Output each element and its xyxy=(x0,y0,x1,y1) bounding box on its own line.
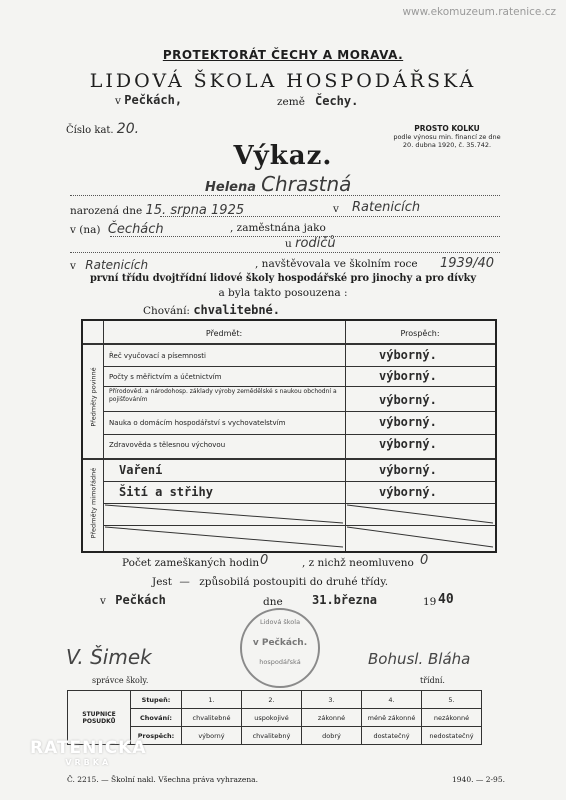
country-label: v (na) xyxy=(70,224,101,236)
subject-header: Předmět: xyxy=(205,329,243,338)
stamp-line-2: v Pečkách. xyxy=(252,638,308,648)
right-signature-label: třídní. xyxy=(420,676,445,685)
student-name xyxy=(205,172,351,196)
unexcused-value: 0 xyxy=(420,553,429,568)
at-label: u xyxy=(285,238,292,250)
date-label: dne xyxy=(263,596,283,608)
optional-subject-2: Šití a střihy xyxy=(119,485,213,499)
progress-scale-2: chvalitebný xyxy=(242,727,302,745)
absences-value: 0 xyxy=(260,553,269,568)
promotion-line xyxy=(152,576,472,588)
level-4: 4. xyxy=(362,691,422,709)
in-label: v xyxy=(115,95,121,107)
optional-subject-1: Vaření xyxy=(119,463,163,477)
stamp-note-line-2: podle výnosu min. financí ze dne xyxy=(393,133,501,141)
conduct-scale-1: chvalitebné xyxy=(182,709,242,727)
cancel-strike-lines xyxy=(103,503,495,551)
attended-label: , navštěvovala ve školním roce xyxy=(255,258,418,270)
catalog-label: Číslo kat. xyxy=(66,125,114,136)
stamp-note-line-3: 20. dubna 1920, č. 35.742. xyxy=(402,141,492,149)
absences-label: Počet zameškaných hodin xyxy=(122,557,260,569)
stamp-line-3: hospodářská xyxy=(259,658,301,666)
scale-title-line-2: POSUDKŮ xyxy=(82,717,116,725)
subject-row-4: Nauka o domácím hospodářství s vychovatelstvím xyxy=(109,419,286,427)
progress-scale-1: výborný xyxy=(182,727,242,745)
optional-grade-2: výborný. xyxy=(379,485,437,499)
evaluated-line: a byla takto posouzena : xyxy=(218,287,348,299)
town-value: Pečkách, xyxy=(124,93,183,107)
land-value: Čechy. xyxy=(315,94,359,108)
conduct-line xyxy=(143,303,280,317)
grades-table xyxy=(81,319,497,553)
grade-header: Prospěch: xyxy=(400,329,440,338)
grade-row-3: výborný. xyxy=(379,393,437,407)
left-signature: V. Šimek xyxy=(66,645,152,669)
watermark-url: www.ekomuzeum.ratenice.cz xyxy=(402,6,556,18)
conduct-row-label: Chování: xyxy=(131,709,182,727)
land-label: země xyxy=(277,96,305,108)
progress-scale-3: dobrý xyxy=(302,727,362,745)
conduct-scale-4: méně zákonné xyxy=(362,709,422,727)
conduct-scale-2: uspokojivé xyxy=(242,709,302,727)
promotion-dash: — xyxy=(179,576,190,588)
residence-in-label: v xyxy=(70,260,76,272)
place-date-line xyxy=(100,593,480,607)
absences-line xyxy=(122,553,482,569)
progress-scale-5: nedostatečný xyxy=(422,727,482,745)
class-line: první třídu dvojtřídní lidové školy hospodářské pro jinochy a pro dívky xyxy=(89,273,477,284)
conduct-scale-5: nezákonné xyxy=(422,709,482,727)
level-3: 3. xyxy=(302,691,362,709)
date-value: 31.března xyxy=(312,593,378,607)
footer-print-code: 1940. — 2-95. xyxy=(452,775,505,784)
grade-row-1: výborný. xyxy=(379,348,437,362)
birth-in-label: v xyxy=(333,203,339,215)
school-year: 1939/40 xyxy=(440,256,495,271)
progress-scale-4: dostatečný xyxy=(362,727,422,745)
progress-row-label: Prospěch: xyxy=(131,727,182,745)
first-name: Helena xyxy=(205,180,256,195)
subject-row-3: Přírodověd. a národohosp. základy výroby zemědělské s naukou obchodní a pojišťováním xyxy=(109,388,337,403)
logo-line-1: RATENICKÁ xyxy=(30,738,147,758)
conduct-label: Chování: xyxy=(143,305,190,317)
country-line xyxy=(70,222,510,237)
level-5: 5. xyxy=(422,691,482,709)
employer-value: rodičů xyxy=(295,236,336,251)
school-name: LIDOVÁ ŠKOLA HOSPODÁŘSKÁ xyxy=(89,70,477,92)
grade-row-4: výborný. xyxy=(379,415,437,429)
subject-row-2: Počty s měřictvím a účetnictvím xyxy=(109,373,222,381)
protectorate-heading: PROTEKTORÁT ČECHY A MORAVA. xyxy=(162,48,404,62)
footer-publisher: Č. 2215. — Školní nakl. Všechna práva vyhrazena. xyxy=(67,775,259,784)
school-stamp xyxy=(240,608,320,688)
place-value: Pečkách xyxy=(115,593,166,607)
subject-row-1: Řeč vyučovací a písemnosti xyxy=(109,352,206,360)
mandatory-group-label: Předměty povinné xyxy=(89,367,98,427)
birth-date: 15. srpna 1925 xyxy=(145,203,245,218)
watermark-logo xyxy=(30,738,147,767)
subject-row-5: Zdravověda s tělesnou výchovou xyxy=(109,441,226,449)
grade-row-5: výborný. xyxy=(379,437,437,451)
school-location-line xyxy=(115,93,455,107)
grade-row-2: výborný. xyxy=(379,369,437,383)
birth-place: Ratenicích xyxy=(352,200,421,215)
optional-grade-1: výborný. xyxy=(379,463,437,477)
catalog-value: 20. xyxy=(116,121,140,137)
level-row-label: Stupeň: xyxy=(131,691,182,709)
promotion-text: způsobilá postoupiti do druhé třídy. xyxy=(199,576,389,588)
unexcused-label: , z nichž neomluveno xyxy=(302,557,414,569)
logo-line-2: VRBKA xyxy=(65,758,112,767)
born-label: narozená dne xyxy=(70,205,143,217)
year-suffix: 40 xyxy=(438,592,454,607)
document-title: Výkaz. xyxy=(233,141,333,171)
conduct-value: chvalitebné. xyxy=(193,303,281,317)
grading-scale-table xyxy=(67,690,482,745)
catalog-number xyxy=(66,121,139,137)
left-signature-label: správce školy. xyxy=(92,676,149,685)
residence-value: Ratenicích xyxy=(85,258,149,272)
promotion-is-label: Jest xyxy=(152,576,173,588)
country-value: Čechách xyxy=(107,222,164,237)
employer-line xyxy=(285,236,336,251)
scale-title-line-1: STUPNICE xyxy=(82,710,116,718)
year-prefix: 19 xyxy=(423,596,437,608)
level-2: 2. xyxy=(242,691,302,709)
residence-line xyxy=(70,258,520,272)
place-in-label: v xyxy=(100,595,106,607)
last-name: Chrastná xyxy=(261,172,352,196)
scale-title xyxy=(68,691,131,745)
conduct-scale-3: zákonné xyxy=(302,709,362,727)
optional-group-label: Předměty mimořádné xyxy=(89,467,98,539)
right-signature: Bohusl. Bláha xyxy=(368,650,471,668)
employed-label: , zaměstnána jako xyxy=(230,222,326,234)
stamp-note-line-1: PROSTO KOLKU xyxy=(414,124,480,133)
level-1: 1. xyxy=(182,691,242,709)
stamp-line-1: Lidová škola xyxy=(259,618,301,626)
